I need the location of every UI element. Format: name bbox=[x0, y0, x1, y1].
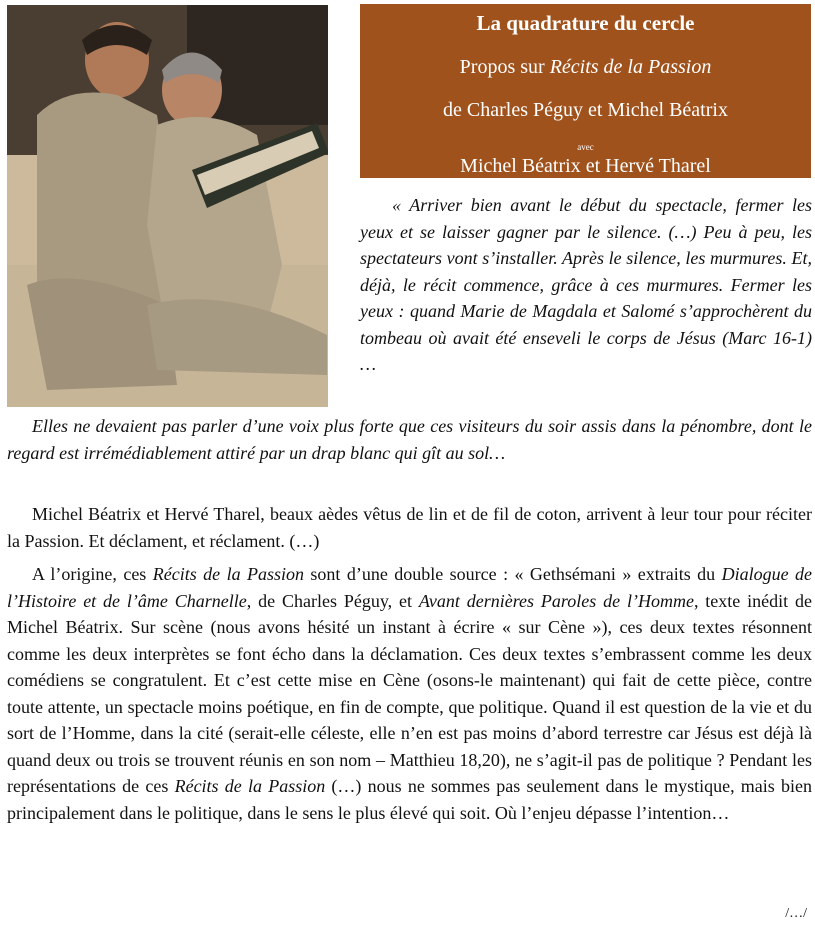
subtitle-avec: avec bbox=[577, 142, 594, 152]
subtitle-authors: de Charles Péguy et Michel Béatrix bbox=[443, 99, 728, 121]
continuation-mark: /…/ bbox=[785, 906, 807, 921]
main-paragraph: A l’origine, ces Récits de la Passion sont d’une double source : « Gethsémani » extraits du Dialogue de l’Histoire et de l’âme Charnelle, de Charles Péguy, et Avant dernières Paroles de l’Homme, texte inédit de Michel Béatrix. Sur scène (nous avons hésité un instant à écrire « sur Cène »), ces deux textes résonnent comme les deux interprètes se font écho dans la déclamation. Ces deux textes s’embrassent comme les deux comédiens se congratulent. Et c’est cette mise en Cène (osons-le maintenant) qui fait de cette pièce, contre toute attente, un spectacle moins poétique, en fin de compte, que politique. Quand il est question de la vie et du sort de l’Homme, dans la cité (serait-elle céleste, elle n’en est pas moins d’abord terrestre car Jésus est déjà là quand deux ou trois se trouvent réunis en son nom – Matthieu 18,20), ne s’agit-il pas de politique ? Pendant les représentations de ces Récits de la Passion (…) nous ne sommes pas seulement dans le mystique, mais bien principalement dans le politique, dans le sens le plus élevé qui soit. Où l’enjeu dépasse l’intention… bbox=[7, 564, 812, 823]
subtitle-work: Propos sur Récits de la Passion bbox=[459, 56, 712, 78]
subtitle-performers: Michel Béatrix et Hervé Tharel bbox=[460, 155, 711, 177]
quote-continuation: Elles ne devaient pas parler d’une voix plus forte que ces visiteurs du soir assis dans la pénombre, dont le regard est irrémédiablement attiré par un drap blanc qui gît au sol… bbox=[7, 416, 812, 463]
title-box bbox=[360, 4, 811, 178]
photo bbox=[7, 5, 328, 407]
opening-quote: « Arriver bien avant le début du spectacle, fermer les yeux et se laisser gagner par le silence. (…) Peu à peu, les spectateurs vont s’installer. Après le silence, les murmures. Et, déjà, le récit commence, grâce à ces murmures. Fermer les yeux : quand Marie de Magdala et Salomé s’approchèrent du tombeau où avait été enseveli le corps de Jésus (Marc 16-1) … bbox=[360, 195, 812, 374]
intro-paragraph: Michel Béatrix et Hervé Tharel, beaux aèdes vêtus de lin et de fil de coton, arrivent à leur tour pour réciter la Passion. Et déclament, et réclament. (…) bbox=[7, 504, 812, 551]
photo-two-actors-kneeling-reading-book-icon bbox=[7, 5, 328, 407]
page-title: La quadrature du cercle bbox=[476, 11, 695, 35]
